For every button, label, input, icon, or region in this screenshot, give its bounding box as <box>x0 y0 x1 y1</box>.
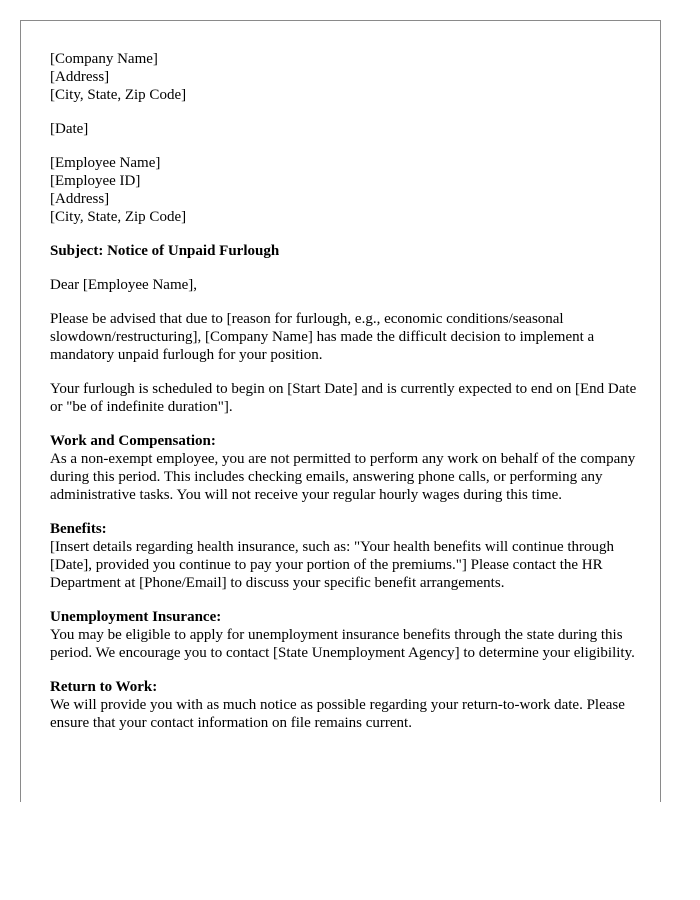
unemployment-heading: Unemployment Insurance: <box>50 609 222 625</box>
date-block <box>50 120 640 138</box>
recipient-address: [Address] <box>50 191 110 207</box>
work-compensation-heading: Work and Compensation: <box>50 433 216 449</box>
recipient-city-state-zip: [City, State, Zip Code] <box>50 209 187 225</box>
sender-company-name: [Company Name] <box>50 51 158 67</box>
recipient-employee-id: [Employee ID] <box>50 173 141 189</box>
sender-block <box>50 50 640 104</box>
letter-page <box>20 20 661 802</box>
sender-address: [Address] <box>50 69 110 85</box>
sender-city-state-zip: [City, State, Zip Code] <box>50 87 187 103</box>
unemployment-body: You may be eligible to apply for unemployment insurance benefits through the state during this period. We encourage you to contact [State Unemployment Agency] to determine your eligibility. <box>50 627 635 661</box>
recipient-name: [Employee Name] <box>50 155 161 171</box>
return-to-work-heading: Return to Work: <box>50 679 158 695</box>
letter-content <box>50 50 640 748</box>
return-to-work-body: We will provide you with as much notice as possible regarding your return-to-work date. Please ensure that your contact information on file remains current. <box>50 697 625 731</box>
schedule-paragraph: Your furlough is scheduled to begin on [Start Date] and is currently expected to end on [End Date or "be of indefinite duration"]. <box>50 381 637 415</box>
salutation: Dear [Employee Name], <box>50 277 198 293</box>
work-compensation-section <box>50 432 640 504</box>
benefits-heading: Benefits: <box>50 521 107 537</box>
letter-date: [Date] <box>50 121 89 137</box>
recipient-block <box>50 154 640 226</box>
subject-line: Subject: Notice of Unpaid Furlough <box>50 243 280 259</box>
work-compensation-body: As a non-exempt employee, you are not permitted to perform any work on behalf of the company during this period. This includes checking emails, answering phone calls, or performing any administrative tasks. You will not receive your regular hourly wages during this time. <box>50 451 636 503</box>
benefits-section <box>50 520 640 592</box>
unemployment-section <box>50 608 640 662</box>
benefits-body: [Insert details regarding health insurance, such as: "Your health benefits will continue through [Date], provided you continue to pay your portion of the premiums."] Please contact the HR Department at [Phone/Email] to discuss your specific benefit arrangements. <box>50 539 615 591</box>
intro-paragraph: Please be advised that due to [reason for furlough, e.g., economic conditions/seasonal slowdown/restructuring], [Company Name] has made the difficult decision to implement a mandatory unpaid furlough for your position. <box>50 311 595 363</box>
return-to-work-section <box>50 678 640 732</box>
